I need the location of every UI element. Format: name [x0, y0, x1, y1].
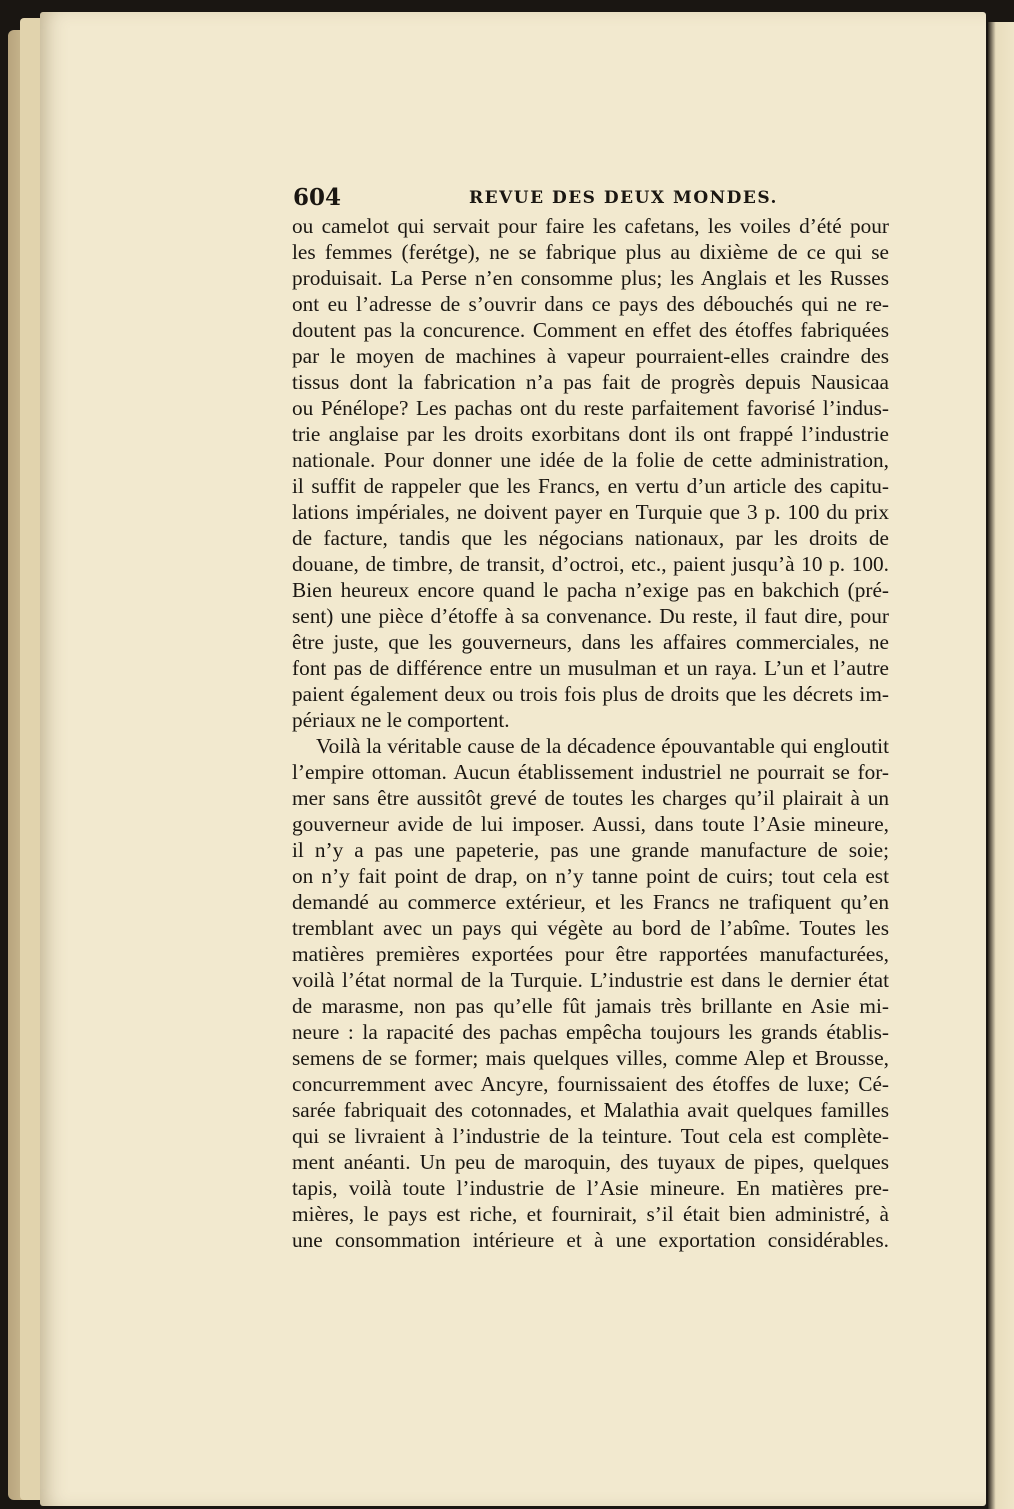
text-line: ont eu l’adresse de s’ouvrir dans ce pays des débouchés qui ne re-: [292, 292, 889, 316]
text-line: nationale. Pour donner une idée de la folie de cette administration,: [292, 448, 889, 472]
text-line: tremblant avec un pays qui végète au bord de l’abîme. Toutes les: [292, 916, 889, 940]
text-line: sarée fabriquait des cotonnades, et Malathia avait quelques familles: [292, 1098, 889, 1122]
text-line: Bien heureux encore quand le pacha n’exige pas en bakchich (pré-: [292, 578, 889, 602]
text-line: par le moyen de machines à vapeur pourraient-elles craindre des: [292, 344, 889, 368]
page-header: [293, 184, 888, 214]
text-line: être juste, que les gouverneurs, dans les affaires commerciales, ne: [292, 630, 889, 654]
body-text: [292, 213, 889, 1253]
running-title: REVUE DES DEUX MONDES.: [469, 188, 778, 208]
text-line: produisait. La Perse n’en consomme plus; les Anglais et les Russes: [292, 266, 889, 290]
text-line: de marasme, non pas qu’elle fût jamais très brillante en Asie mi-: [292, 994, 889, 1018]
text-line: paient également deux ou trois fois plus de droits que les décrets im-: [292, 682, 889, 706]
text-line: on n’y fait point de drap, on n’y tanne point de cuirs; tout cela est: [292, 864, 889, 888]
paragraph-end-line: périaux ne le comportent.: [292, 708, 510, 732]
text-line: sent) une pièce d’étoffe à sa convenance. Du reste, il faut dire, pour: [292, 604, 889, 628]
text-line: voilà l’état normal de la Turquie. L’industrie est dans le dernier état: [292, 968, 889, 992]
facing-page-edge: [988, 22, 1014, 1509]
text-line: mières, le pays est riche, et fournirait, s’il était bien administré, à: [292, 1202, 889, 1226]
text-line: matières premières exportées pour être rapportées manufacturées,: [292, 942, 889, 966]
text-line: il n’y a pas une papeterie, pas une grande manufacture de soie;: [292, 838, 889, 862]
text-line: il suffit de rappeler que les Francs, en vertu d’un article des capitu-: [292, 474, 889, 498]
text-line: les femmes (ferétge), ne se fabrique plus au dixième de ce qui se: [292, 240, 889, 264]
text-line: gouverneur avide de lui imposer. Aussi, dans toute l’Asie mineure,: [292, 812, 889, 836]
page-number: 604: [293, 184, 342, 211]
text-line: lations impériales, ne doivent payer en Turquie que 3 p. 100 du prix: [292, 500, 889, 524]
text-line: une consommation intérieure et à une exportation considérables.: [292, 1228, 889, 1252]
text-line: l’empire ottoman. Aucun établissement industriel ne pourrait se for-: [292, 760, 889, 784]
text-line: trie anglaise par les droits exorbitans dont ils ont frappé l’industrie: [292, 422, 889, 446]
text-line: tissus dont la fabrication n’a pas fait de progrès depuis Nausicaa: [292, 370, 889, 394]
text-line: neure : la rapacité des pachas empêcha toujours les grands établis-: [292, 1020, 889, 1044]
text-line: doutent pas la concurence. Comment en effet des étoffes fabriquées: [292, 318, 889, 342]
text-line: qui se livraient à l’industrie de la teinture. Tout cela est complète-: [292, 1124, 889, 1148]
text-line: concurremment avec Ancyre, fournissaient des étoffes de luxe; Cé-: [292, 1072, 889, 1096]
text-line: semens de se former; mais quelques villes, comme Alep et Brousse,: [292, 1046, 889, 1070]
paragraph-start-line: Voilà la véritable cause de la décadence épouvantable qui engloutit: [316, 734, 889, 758]
text-line: de facture, tandis que les négocians nationaux, par les droits de: [292, 526, 889, 550]
text-line: mer sans être aussitôt grevé de toutes les charges qu’il plairait à un: [292, 786, 889, 810]
text-line: ou camelot qui servait pour faire les cafetans, les voiles d’été pour: [292, 214, 889, 238]
text-line: ou Pénélope? Les pachas ont du reste parfaitement favorisé l’indus-: [292, 396, 889, 420]
text-line: tapis, voilà toute l’industrie de l’Asie mineure. En matières pre-: [292, 1176, 889, 1200]
text-line: font pas de différence entre un musulman et un raya. L’un et l’autre: [292, 656, 889, 680]
text-line: ment anéanti. Un peu de maroquin, des tuyaux de pipes, quelques: [292, 1150, 889, 1174]
text-line: demandé au commerce extérieur, et les Francs ne trafiquent qu’en: [292, 890, 889, 914]
text-line: douane, de timbre, de transit, d’octroi, etc., paient jusqu’à 10 p. 100.: [292, 552, 889, 576]
